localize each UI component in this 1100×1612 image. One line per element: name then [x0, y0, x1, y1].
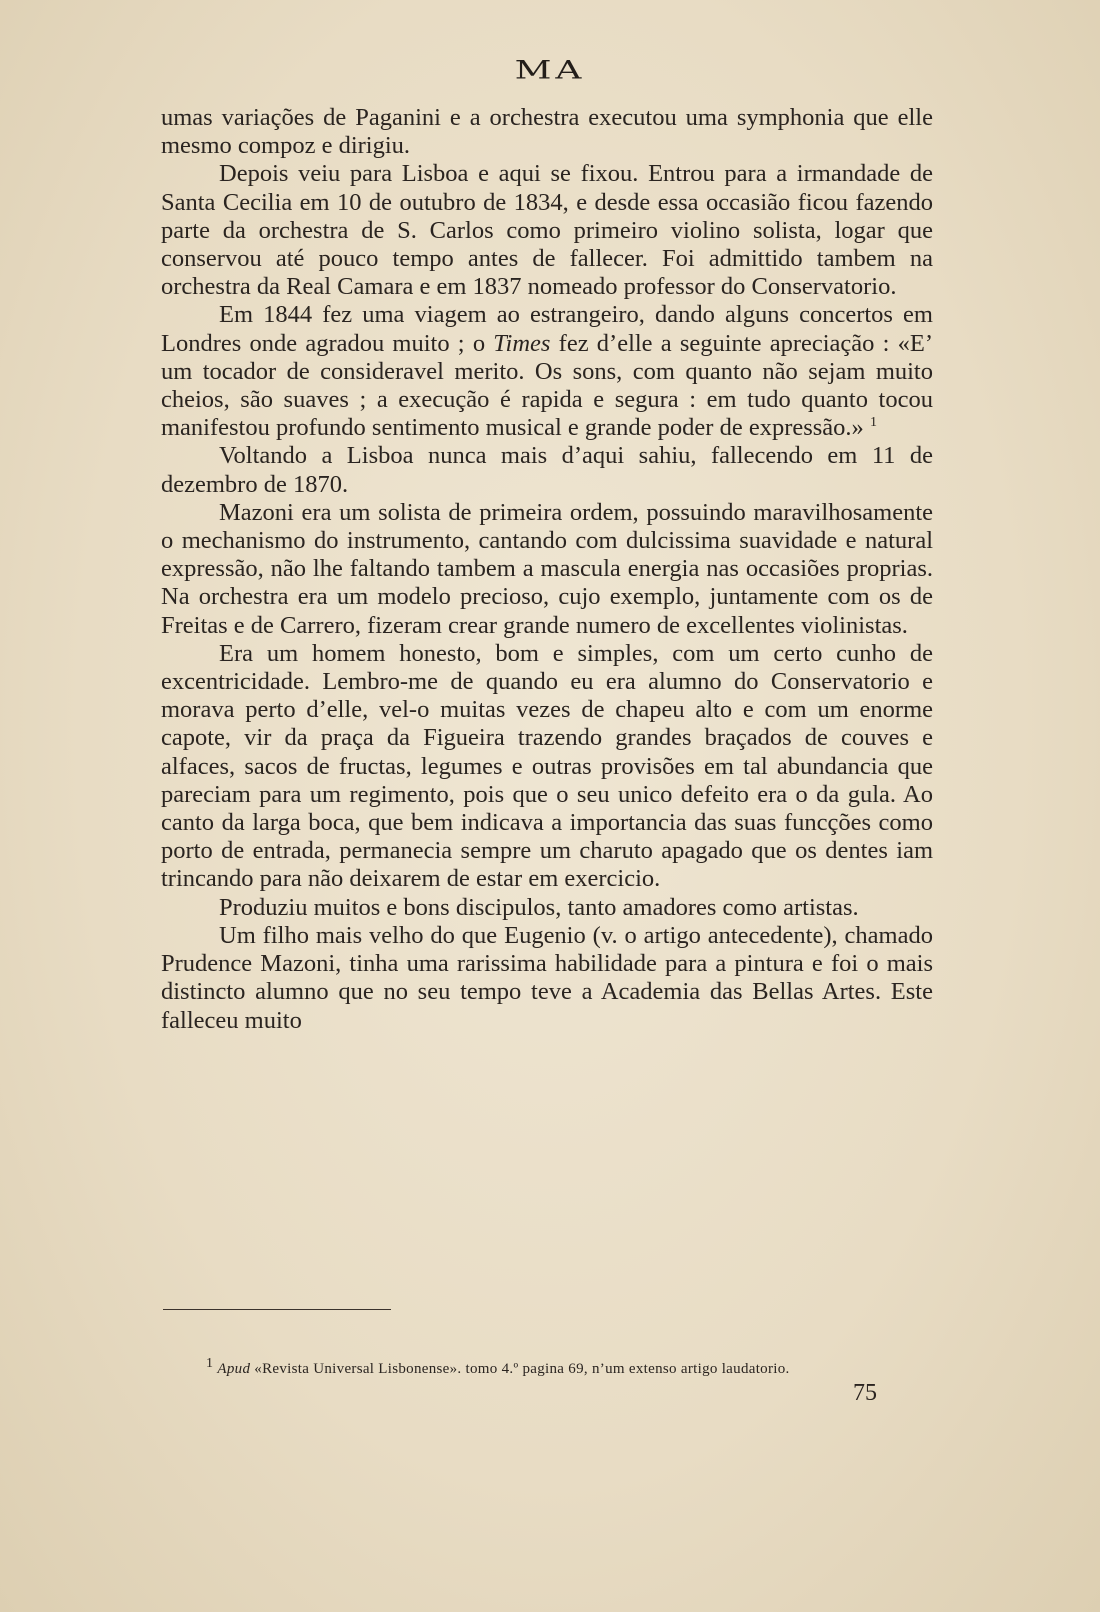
footnote-text: «Revista Universal Lisbonense». tomo 4.º pagina 69, n’um extenso artigo laudatorio.	[250, 1361, 790, 1377]
paragraph-text: Em 1844 fez uma viagem ao estrangeiro, dando alguns concertos em Londres onde agradou muito ; o	[161, 301, 933, 357]
paragraph-text: fez d’elle a seguinte apreciação : «E’ um tocador de consideravel merito. Os sons, com quanto não sejam muito cheios, são suaves ; a execução é rapida e segura : em tudo quanto tocou manifestou profundo sentimento musical e grande poder de expressão.»	[161, 329, 933, 442]
italic-title: Times	[493, 329, 551, 357]
paragraph: Voltando a Lisboa nunca mais d’aqui sahiu, fallecendo em 11 de dezembro de 1870.	[161, 442, 933, 498]
paragraph: Depois veiu para Lisboa e aqui se fixou. Entrou para a irmandade de Santa Cecilia em 10 de outubro de 1834, e desde essa occasião ficou fazendo parte da orchestra de S. Carlos como primeiro violino solista, logar que conservou até pouco tempo antes de fallecer. Foi admittido tambem na orchestra da Real Camara e em 1837 nomeado professor do Conservatorio.	[161, 160, 933, 301]
paragraph: Produziu muitos e bons discipulos, tanto amadores como artistas.	[219, 893, 859, 921]
paragraph: Era um homem honesto, bom e simples, com um certo cunho de excentricidade. Lembro-me de quando eu era alumno do Conservatorio e morava perto d’elle, vel-o muitas vezes de chapeu alto e com um enorme capote, vir da praça da Figueira trazendo grandes braçados de couves e alfaces, sacos de fructas, legumes e outras provisões em tal abundancia que pareciam para um regimento, pois que o seu unico defeito era o da gula. Ao canto da larga boca, que bem indicava a importancia das suas funcções como porto de entrada, permanecia sempre um charuto apagado que os dentes iam trincando para não deixarem de estar em exercicio.	[161, 639, 933, 893]
paragraph: Mazoni era um solista de primeira ordem, possuindo maravilhosamente o mechanismo do instrumento, cantando com dulcissima suavidade e natural expressão, não lhe faltando tambem a mascula energia nas occasiões proprias. Na orchestra era um modelo precioso, cujo exemplo, juntamente com os de Freitas e de Carrero, fizeram crear grande numero de excellentes violinistas.	[161, 498, 933, 639]
footnote-marker: 1	[206, 1356, 214, 1371]
running-header: MA	[514, 56, 586, 85]
footnote	[206, 1356, 790, 1378]
footnote-italic: Apud	[217, 1361, 251, 1377]
paragraph: umas variações de Paganini e a orchestra executou uma symphonia que elle mesmo compoz e dirigiu.	[161, 104, 933, 160]
page-number: 75	[853, 1380, 877, 1406]
paragraph	[161, 301, 933, 442]
footnote-reference: 1	[869, 415, 877, 431]
footnote-divider	[163, 1309, 391, 1310]
body-text	[161, 104, 933, 1035]
paragraph: Um filho mais velho do que Eugenio (v. o artigo antecedente), chamado Prudence Mazoni, tinha uma rarissima habilidade para a pintura e foi o mais distincto alumno que no seu tempo teve a Academia das Bellas Artes. Este falleceu muito	[161, 921, 933, 1034]
